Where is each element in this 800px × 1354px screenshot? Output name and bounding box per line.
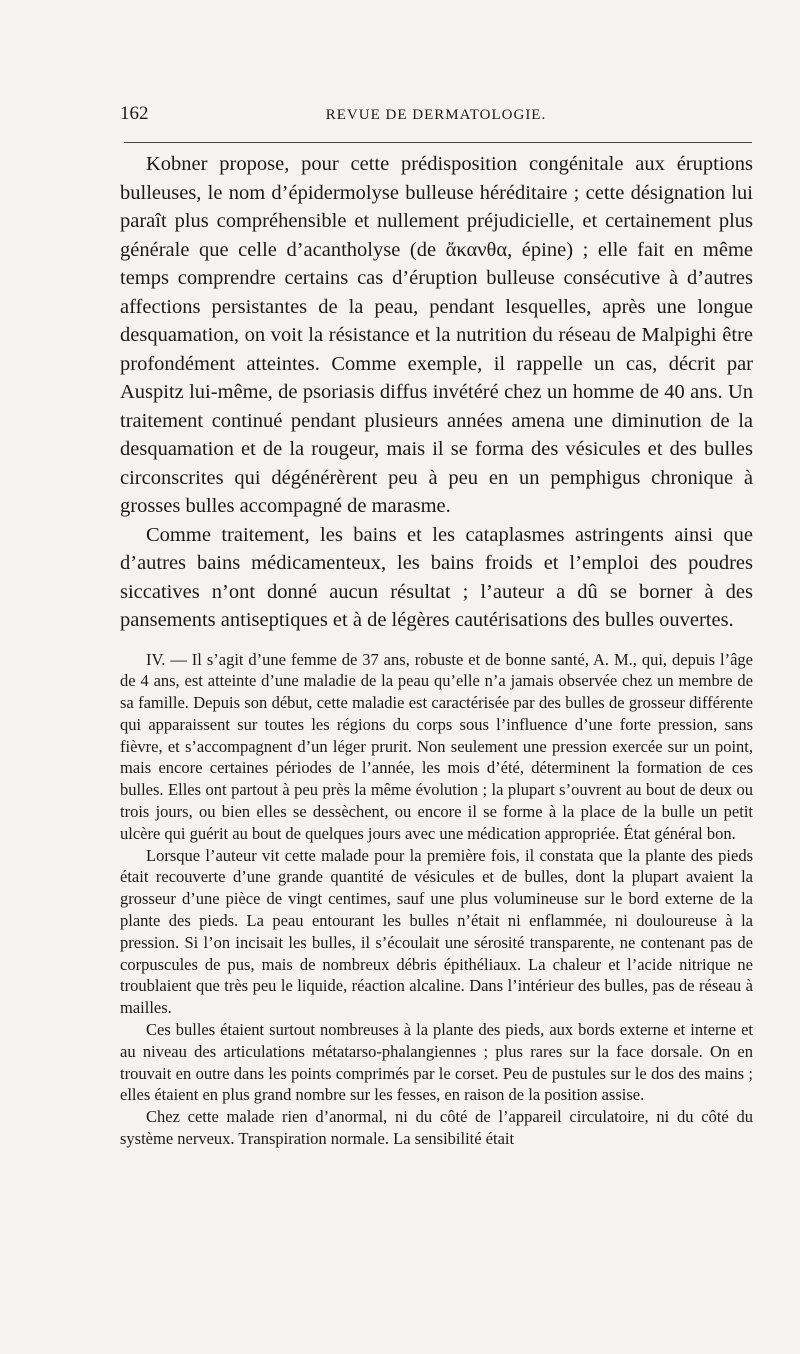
paragraph: Lorsque l’auteur vit cette malade pour la première fois, il constata que la plante des pieds était recouverte d’une grande quantité de vésicules et de bulles, dont la plupart avaient la grosseur d’une pièce de vingt centimes, sauf une plus volumineuse sur le bord externe de la plante des pieds. La peau entourant les bulles n’était ni enflammée, ni douloureuse à la pression. Si l’on incisait les bulles, il s’écoulait une sérosité transparente, ne contenant pas de corpuscules de pus, mais de nombreux débris épithéliaux. La chaleur et l’acide nitrique ne troublaient que très peu le liquide, réaction alcaline. Dans l’intérieur des bulles, pas de réseau à mailles.: [120, 845, 753, 1018]
page-number: 162: [120, 103, 149, 124]
paragraph: Kobner propose, pour cette prédisposition congénitale aux éruptions bulleuses, le nom d’épidermolyse bulleuse héréditaire ; cette désignation lui paraît plus compréhensible et nullement préjudicielle, et certainement plus générale que celle d’acantholyse (de ἄκανθα, épine) ; elle fait en même temps comprendre certains cas d’éruption bulleuse consécutive à d’autres affections persistantes de la peau, pendant lesquelles, après une longue desquamation, on voit la résistance et la nutrition du réseau de Malpighi être profondément atteintes. Comme exemple, il rappelle un cas, décrit par Auspitz lui-même, de psoriasis diffus invétéré chez un homme de 40 ans. Un traitement continué pendant plusieurs années amena une diminution de la desquamation et de la rougeur, mais il se forma des vésicules et des bulles circonscrites qui dégénérèrent peu à peu en un pemphigus chronique à grosses bulles accompagné de marasme.: [120, 153, 753, 517]
paragraph: Comme traitement, les bains et les cataplasmes astringents ainsi que d’autres bains médicamenteux, les bains froids et l’emploi des poudres siccatives n’ont donné aucun résultat ; l’auteur a dû se borner à des pansements antiseptiques et à de légères cautérisations des bulles ouvertes.: [120, 523, 753, 631]
journal-title: REVUE DE DERMATOLOGIE.: [325, 107, 547, 123]
case-report-block: [120, 649, 753, 1150]
header-rule: [124, 142, 752, 143]
paragraph: Chez cette malade rien d’anormal, ni du côté de l’appareil circulatoire, ni du côté du système nerveux. Transpiration normale. La sensibilité était: [120, 1107, 753, 1149]
main-text-block: [120, 150, 753, 635]
paragraph: IV. — Il s’agit d’une femme de 37 ans, robuste et de bonne santé, A. M., qui, depuis l’âge de 4 ans, est atteinte d’une maladie de la peau qu’elle n’a jamais observée chez un membre de sa famille. Depuis son début, cette maladie est caractérisée par des bulles de grosseur différente qui apparaissent sur toutes les régions du corps sous l’influence d’une forte pression, sans fièvre, et s’accompagnent d’un léger prurit. Non seulement une pression exercée sur un point, mais encore certaines périodes de l’année, les mois d’été, déterminent la formation de ces bulles. Elles ont partout à peu près la même évolution ; la plupart s’ouvrent au bout de deux ou trois jours, ou bien elles se dessèchent, ou encore il se forme à la place de la bulle un petit ulcère qui guérit au bout de quelques jours avec une médication appropriée. État général bon.: [120, 649, 753, 843]
body-text: [120, 150, 753, 1150]
paragraph: Ces bulles étaient surtout nombreuses à la plante des pieds, aux bords externe et interne et au niveau des articulations métatarso-phalangiennes ; plus rares sur la face dorsale. On en trouvait en outre dans les points comprimés par le corset. Peu de pustules sur le dos des mains ; elles étaient en plus grand nombre sur les fesses, en raison de la position assise.: [120, 1020, 753, 1105]
running-header: [120, 103, 752, 125]
